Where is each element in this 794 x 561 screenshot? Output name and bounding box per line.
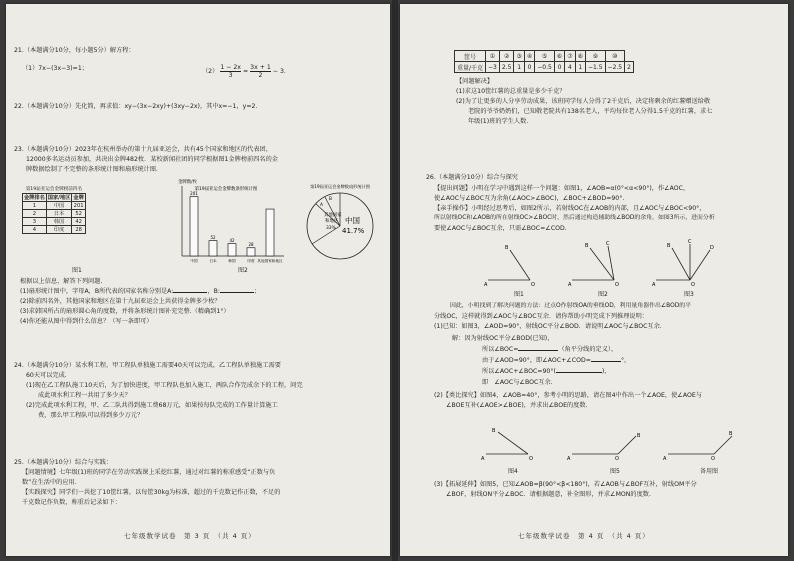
bar-category-label: 日本 (209, 259, 217, 263)
table-row (455, 51, 634, 62)
medal-table-grid (22, 193, 86, 234)
table-cell: ⑤ (535, 51, 555, 62)
table-cell: 4 (565, 62, 575, 73)
q24-line1: 24.（本题满分10分）某水利工程，甲工程队单独施工需要40天可以完成，乙工程队单独施工需要 (14, 362, 281, 369)
q26-fig1-caption: 图1 (514, 291, 524, 298)
table-row (23, 218, 86, 226)
bar-category-label: 其他国家和地区 (257, 259, 283, 263)
solution-2-reason: （角平分线的定义）， (558, 346, 618, 353)
fig2-label-C: C (606, 241, 610, 247)
q26-fig5-caption: 图5 (610, 468, 620, 475)
bar-3 (247, 248, 255, 256)
table-row (23, 202, 86, 210)
q26-line6: 因此，小明找到了解决问题的方法：过点O作射线OA的垂线OD，利用量角器作出∠BOD的平 (450, 303, 692, 309)
fig1-caption: 图1 (72, 267, 82, 274)
table-cell: ③ (514, 51, 524, 62)
q25-line1: 25.（本题满分10分）综合与实践： (14, 459, 113, 466)
pie-other-label-2: 和地区 (325, 219, 339, 224)
fig3-label-B: B (667, 243, 671, 249)
fig1-label-O: O (531, 282, 535, 288)
table-cell: ⑦ (565, 51, 575, 62)
q25-line4: 【实践探究】同学们一共挖了10筐红薯，以每筐30kg为标准，超过的千克数记作正数，不足的 (22, 489, 281, 496)
fig2-ray-ob (590, 248, 614, 280)
table-cell: 韩国 (46, 218, 72, 226)
pie-big-pct: 41.7% (342, 227, 365, 235)
answer-blank-B[interactable] (220, 292, 254, 293)
solution-3-unit: °， (620, 357, 631, 364)
fig3-label-O: O (691, 282, 695, 288)
spare-label-B: B (729, 431, 733, 437)
table-cell: −1.5 (585, 62, 605, 73)
q25-solve-1: (1)求这10筐红薯的总重量是多少千克？ (456, 88, 566, 95)
table-cell: ⑥ (554, 51, 564, 62)
q24-line3: (1)现在乙工程队施工10天后，为了加快进度，甲工程队也加入施工，两队合作完成余下的工程，问完 (26, 382, 303, 389)
bar-value-label: 28 (248, 242, 254, 248)
bar-2 (228, 244, 236, 256)
fig3-ray-od (690, 250, 710, 280)
q26-line12: ∠BOF，射线ON平分∠BOC．请根据题意，补全图形，并求∠MON的度数. (446, 491, 651, 498)
q26-line11: (3)【拓展延伸】如图5，已知∠AOB=β(90°<β<180°)，若∠AOB与∠BOF互补，射线OM平分 (434, 481, 697, 488)
table-cell: −2.5 (605, 62, 625, 73)
bar-category-labels (190, 258, 283, 263)
q23-medal-table (22, 186, 86, 234)
bar-value-labels (190, 191, 254, 247)
q21-part2 (202, 64, 286, 79)
fig2-label-B: B (585, 243, 589, 249)
medal-table-title: 第19届亚运会金牌榜前四名 (25, 187, 83, 192)
fig4-label-B: B (492, 428, 496, 434)
table-row (23, 226, 86, 234)
q23-sub1-b: ，B: (207, 288, 220, 295)
q26-fig4-caption: 图4 (508, 468, 518, 475)
q26-title: 26.（本题满分10分）综合与探究 (426, 174, 518, 181)
bar-value-label: 52 (210, 235, 216, 241)
q24-line5: (2)完成此项水利工程，甲、乙二队共得到施工费68万元，如果按每队完成的工作量计算施工 (26, 402, 278, 409)
solution-4-close: )， (601, 368, 611, 375)
spare-label-A: A (663, 456, 667, 462)
q25-line2: 【问题情境】七年级(1)班的同学在劳动实践课上采挖红薯，通过对红薯的称重感受“正数与负 (22, 469, 276, 476)
q26-line7: 分线OC，这样就得到∠AOC与∠BOC互余．请你帮助小明完成下列推理说明： (434, 313, 648, 320)
fig5-label-O: O (615, 456, 619, 462)
bar-value-label: 201 (190, 191, 198, 197)
q26-line10: ∠BOE互补(∠AOE>∠BOE)，并求出∠BOE的度数. (446, 402, 588, 409)
q23-line3: 牌数据绘制了不完整的条形统计图和扇形统计图. (26, 166, 158, 173)
table-cell: 2.5 (499, 62, 514, 73)
answer-blank-boc[interactable] (518, 350, 558, 351)
answer-blank-reason[interactable] (556, 372, 602, 373)
q26-fig3-caption: 图3 (684, 291, 694, 298)
bar-0 (190, 197, 198, 256)
answer-blank-A[interactable] (173, 292, 207, 293)
pie-big-label: 中国 (345, 216, 360, 225)
pie-other-label-1: 其他国家 (324, 213, 342, 218)
q26-line8: (1)已知：如图3，∠AOD=90°，射线OC平分∠BOD．请说明∠AOC与∠BOC互余. (434, 323, 662, 330)
medal-table-head-rank: 金牌排名 (24, 195, 45, 201)
solution-4-text: 所以∠AOC+∠BOC=90°( (482, 368, 556, 375)
fig2-label-A: A (568, 282, 572, 288)
q26-line9: (2)【类比探究】如图4，∠AOB=40°，参考小明的思路，请在图4中作出一个∠AOE，使∠AOE与 (434, 392, 702, 399)
q26-solution-2 (482, 345, 617, 354)
table-cell: 4 (23, 226, 47, 234)
medal-table-head-country: 国家/地区 (47, 195, 71, 201)
table-cell: 2 (625, 62, 634, 73)
q23-sub4: (4)你还能从图中得到什么信息？（写一条即可） (20, 318, 153, 325)
q21-part1: （1）7x−(3x−3)=1； (22, 65, 88, 72)
fig3-ray-ob (672, 248, 690, 280)
q23-sub1 (20, 287, 260, 296)
q21-frac1-num: 1 − 2x (220, 64, 241, 71)
fig4-ray-ob (498, 432, 528, 454)
fig1-label-B: B (505, 245, 509, 251)
bar-series (190, 197, 274, 256)
q26-figures-4-6 (476, 424, 736, 464)
table-cell: 2 (23, 210, 47, 218)
bar-1 (209, 241, 217, 256)
table-cell: 1 (514, 62, 524, 73)
q23-line1: 23.（本题满分10分）2023年在杭州举办的第十九届亚运会，共有45个国家和地区的代表团， (14, 146, 272, 153)
q21-frac2-den: 2 (258, 72, 263, 79)
fig5-ray-ob (618, 436, 636, 454)
table-cell: ④ (524, 51, 534, 62)
q26-solution-1: 解：因为射线OC平分∠BOD(已知)， (452, 335, 554, 342)
q23-sub3: (3)求韩国所占的扇形圆心角的度数，并将条形统计图补充完整.（精确到1°） (20, 308, 230, 315)
table-cell: ① (486, 51, 500, 62)
q25-line5: 千克数记作负数，称重后记录如下： (22, 499, 121, 506)
table-cell: 中国 (46, 202, 72, 210)
table-cell: 1 (575, 62, 585, 73)
table-cell: −0.5 (535, 62, 555, 73)
q23-intro: 根据以上信息，解答下列问题. (20, 278, 103, 285)
bar-ylabel: 金牌数/枚 (178, 180, 198, 185)
q23-sub1-a: (1)扇形统计图中，字母A，B所代表的国家名称分别是A: (20, 288, 174, 295)
q25-solve-2c: 年级(1)班的学生人数. (468, 118, 529, 125)
fig4-label-O: O (529, 456, 533, 462)
fig3-label-D: D (710, 245, 714, 251)
q21-fraction-2 (250, 64, 271, 79)
q24-line6: 费，那么甲工程队可以得到多少万元？ (38, 412, 144, 419)
weight-table (454, 50, 634, 73)
table-cell: ⑧ (575, 51, 585, 62)
q25-solve-2a: (2)为了让更多的人分享劳动成果，该班同学每人分得了2千克后，决定将剩余的红薯赠送给敬 (456, 98, 711, 105)
fig5-label-A: A (567, 456, 571, 462)
q26-figures-1-3 (480, 236, 720, 294)
answer-blank-degree[interactable] (591, 361, 621, 362)
table-cell: ② (499, 51, 514, 62)
bar-4 (266, 209, 274, 256)
bar-chart-title: 第19届亚运会金牌数条形统计图 (194, 187, 258, 192)
q21-part2-label: （2） (202, 68, 219, 75)
medal-table-head-gold: 金牌 (73, 195, 84, 201)
q25-solve-heading: 【问题解决】 (456, 78, 494, 85)
table-row (455, 62, 634, 73)
bar-category-label: 印度 (247, 259, 255, 263)
q26-line5: 要使∠AOC与∠BOC互余，只需∠BOC=∠COD. (434, 225, 567, 232)
fig5-label-B: B (637, 433, 641, 439)
q21-title: 21.（本题满分10分，每小题5分）解方程： (14, 47, 135, 54)
table-row (23, 210, 86, 218)
exam-page-4 (400, 4, 788, 556)
q25-line3: 数”在生活中的应用. (22, 479, 77, 486)
q26-line4: 所以射线OC和∠AOB的所在射线OC>∠BOC时，然后通过构造辅助线∠BOD的余角，如图3所示，进而分析 (434, 215, 715, 221)
exam-page-3 (6, 4, 390, 556)
table-cell: 3 (23, 218, 47, 226)
q26-line2: 使∠AOC与∠BOC互为余角(∠AOC>∠BOC)，∠BOC+∠BOD=90°. (434, 195, 625, 202)
table-cell: 筐号 (455, 51, 486, 62)
fig2-caption: 图2 (238, 267, 248, 274)
pie-chart-title: 第19届亚运会金牌数扇形统计图 (310, 184, 370, 189)
table-cell: 0 (524, 62, 534, 73)
q24-line2: 60天可以完成. (26, 372, 67, 379)
q21-fraction-1 (220, 64, 241, 79)
table-cell: 52 (72, 210, 85, 218)
solution-2-text: 所以∠BOC= (482, 346, 519, 353)
pie-label-A: A (320, 203, 324, 208)
bar-value-label: 42 (229, 238, 235, 244)
q26-fig2-caption: 图2 (598, 291, 608, 298)
fig1-label-A: A (484, 282, 488, 288)
q21-frac1-den: 3 (228, 72, 233, 79)
q24-line4: 成此项水利工程一共用了多少天？ (38, 392, 131, 399)
table-cell: 201 (73, 202, 84, 209)
q26-spare-caption: 备用图 (700, 468, 719, 475)
pie-other-pct: 33% (326, 226, 336, 231)
pie-label-B: B (329, 197, 333, 202)
table-cell: 印度 (46, 226, 72, 234)
page-footer-3: 七年级数学试卷 第 3 页 （共 4 页） (124, 532, 256, 540)
table-cell: 日本 (46, 210, 72, 218)
q23-sub1-c: ； (253, 288, 261, 295)
table-cell: ⑩ (605, 51, 625, 62)
table-cell: ⑨ (585, 51, 605, 62)
q23-charts (174, 176, 386, 270)
bar-category-label: 中国 (190, 259, 198, 263)
q23-sub2: (2)除前四名外，其他国家和地区在第十九届亚运会上共获得金牌多少枚？ (20, 298, 221, 305)
q26-line3: 【亲手操作】小明经过思考后，如图2所示，若射线OC在∠AOB的内部，且∠AOC与∠BOC<90°， (434, 205, 706, 212)
q25-solve-2b: 老院的爷爷奶奶们，已知敬老院共有138名老人，平均每位老人分得1.5千克的红薯，求七 (468, 108, 713, 115)
fig2-label-O: O (615, 282, 619, 288)
q21-eq: = (242, 68, 249, 75)
table-cell: 重量/千克 (455, 62, 486, 73)
q26-solution-5: 即 ∠AOC与∠BOC互余. (482, 379, 553, 386)
q26-solution-3 (482, 356, 630, 365)
solution-3-text: 由于∠AOD=90°，即∠AOC+∠COD= (482, 357, 591, 364)
table-cell: 28 (72, 226, 85, 234)
bar-category-label: 韩国 (228, 259, 236, 263)
fig3-label-A: A (652, 282, 656, 288)
fig4-label-A: A (481, 456, 485, 462)
q23-line2: 12000多名运动员参加，共决出金牌482枚．某校新闻社团的同学根据图1金牌榜前四名的金 (26, 156, 278, 163)
page-gutter (392, 0, 398, 561)
q21-frac2-num: 3x + 1 (250, 64, 271, 71)
q21-tail: − 3. (272, 68, 286, 75)
table-cell: 0 (554, 62, 564, 73)
table-cell: 1 (23, 202, 47, 210)
table-cell: −3 (486, 62, 500, 73)
spare-ray-ob (714, 436, 732, 454)
fig3-label-C: C (688, 239, 692, 245)
q22-text: 22.（本题满分10分）先化简，再求值：xy−(3x−2xy)+(3xy−2x)，其中x=−1，y=2. (14, 103, 258, 110)
page-footer-4: 七年级数学试卷 第 4 页 （共 4 页） (518, 532, 650, 540)
q26-solution-4 (482, 367, 610, 376)
fig2-ray-oc (608, 246, 614, 280)
table-cell: 42 (72, 218, 85, 226)
spare-label-O: O (711, 456, 715, 462)
q26-line1: 【提出问题】小明在学习中遇到这样一个问题：如图1，∠AOB=α(0°<α<90°)，作∠AOC， (434, 185, 690, 192)
fig1-ray-ob (510, 250, 530, 280)
